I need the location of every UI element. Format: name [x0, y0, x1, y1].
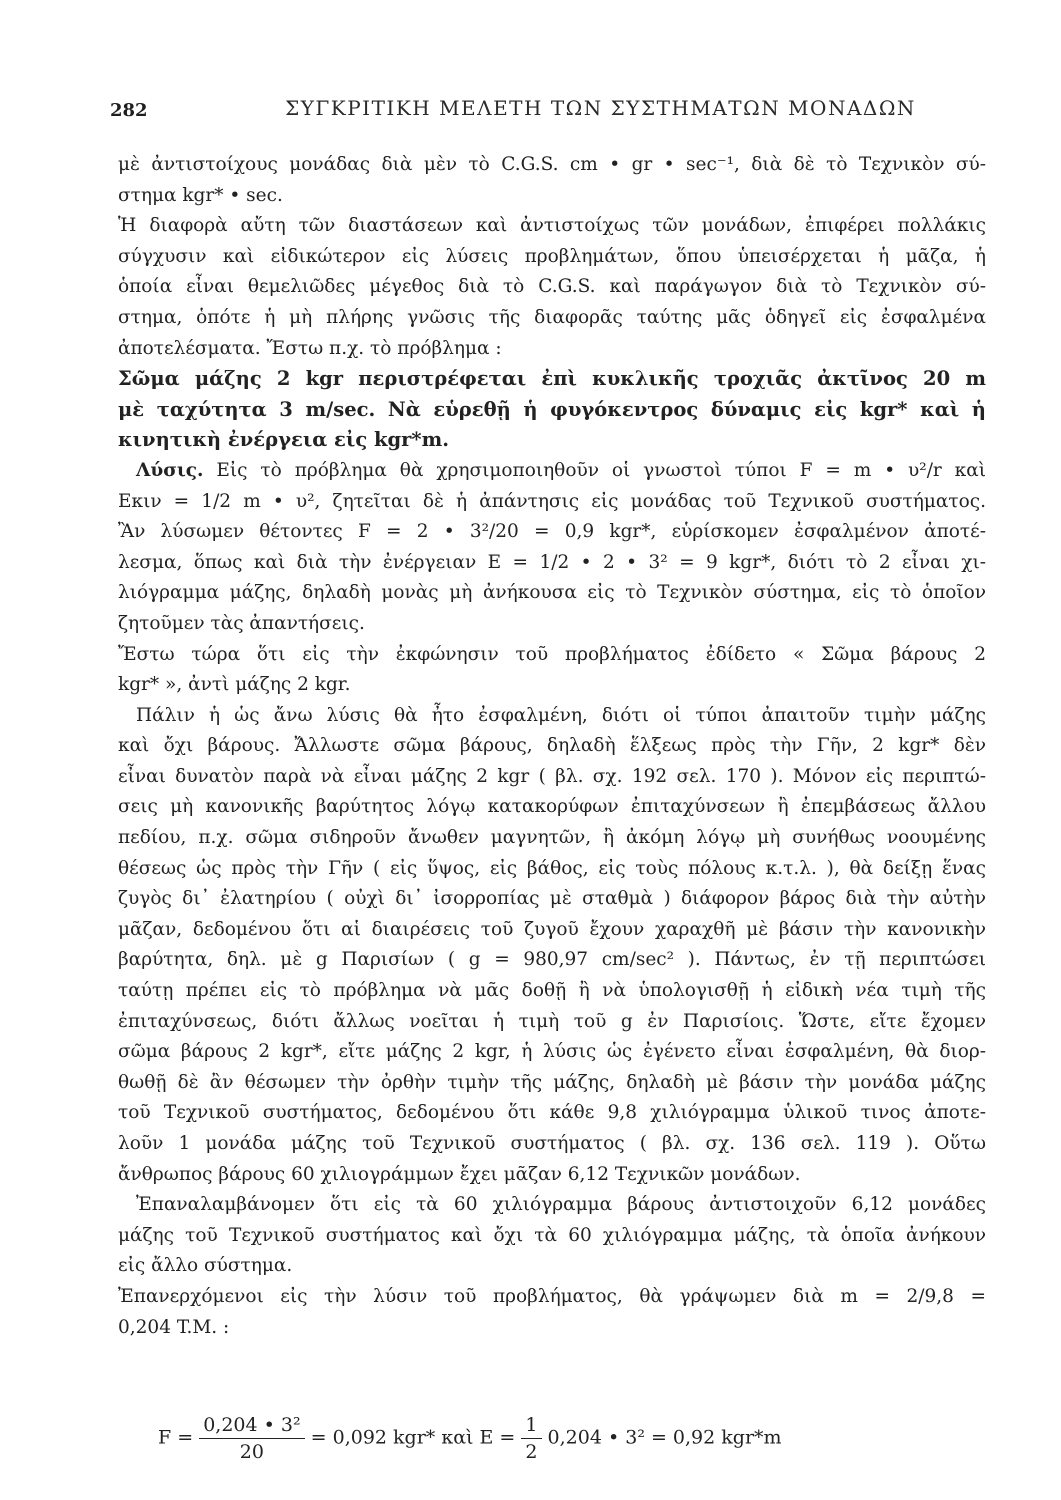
text-line: ὁποία εἶναι θεμελιῶδες μέγεθος διὰ τὸ C.G.S. καὶ παράγωγον διὰ τὸ Τεχνικὸν σύ- [118, 276, 986, 298]
text-line: λιόγραμμα μάζης, δηλαδὴ μονὰς μὴ ἀνήκουσα εἰς τὸ Τεχνικὸν σύστημα, εἰς τὸ ὁποῖον [118, 582, 986, 604]
text-line: θέσεως ὡς πρὸς τὴν Γῆν ( εἰς ὕψος, εἰς βάθος, εἰς τοὺς πόλους κ.τ.λ. ), θὰ δείξῃ ἕνας [118, 857, 986, 879]
solution-line [118, 456, 986, 487]
text-line: σῶμα βάρους 2 kgr*, εἴτε μάζης 2 kgr, ἡ λύσις ὡς ἐγένετο εἶναι ἐσφαλμένη, θὰ διορ- [118, 1041, 986, 1063]
problem-statement-line: Σῶμα μάζης 2 kgr περιστρέφεται ἐπὶ κυκλικῆς τροχιᾶς ἀκτῖνος 20 m [118, 367, 986, 391]
text-line: σύγχυσιν καὶ εἰδικώτερον εἰς λύσεις προβλημάτων, ὅπου ὑπεισέρχεται ἡ μᾶζα, ἡ [118, 245, 986, 267]
text-line: εἰς ἄλλο σύστημα. [118, 1255, 293, 1277]
fraction-denominator: 2 [525, 1441, 538, 1463]
page-header [110, 96, 971, 126]
text-line: ταύτῃ πρέπει εἰς τὸ πρόβλημα νὰ μᾶς δοθῇ ἢ νὰ ὑπολογισθῇ ἡ εἰδικὴ νέα τιμὴ τῆς [118, 980, 986, 1002]
text-line: τοῦ Τεχνικοῦ συστήματος, δεδομένου ὅτι κάθε 9,8 χιλιόγραμμα ὑλικοῦ τινος ἀποτε- [118, 1102, 986, 1124]
text-line: μὲ ἀντιστοίχους μονάδας διὰ μὲν τὸ C.G.S. cm • gr • sec⁻¹, διὰ δὲ τὸ Τεχνικὸν σύ- [118, 154, 986, 175]
running-head: ΣΥΓΚΡΙΤΙΚΗ ΜΕΛΕΤΗ ΤΩΝ ΣΥΣΤΗΜΑΤΩΝ ΜΟΝΑΔΩΝ [285, 96, 916, 120]
fraction-denominator: 20 [239, 1441, 264, 1463]
text-line: λεσμα, ὅπως καὶ διὰ τὴν ἐνέργειαν E = 1/2 • 2 • 3² = 9 kgr*, διότι τὸ 2 εἶναι χι- [118, 551, 986, 573]
problem-statement-line: μὲ ταχύτητα 3 m/sec. Νὰ εὑρεθῇ ἡ φυγόκεντρος δύναμις εἰς kgr* καὶ ἡ [118, 397, 986, 421]
equation-f-result: = 0,092 kgr* καὶ E = [310, 1426, 516, 1449]
text-line: ἄνθρωπος βάρους 60 χιλιογράμμων ἔχει μᾶζαν 6,12 Τεχνικῶν μονάδων. [118, 1163, 801, 1185]
text-line: ἐπιταχύνσεως, διότι ἄλλως νοεῖται ἡ τιμὴ τοῦ g ἐν Παρισίοις. Ὥστε, εἴτε ἔχομεν [118, 1010, 986, 1032]
fraction-half [521, 1412, 541, 1465]
text-line: μάζης τοῦ Τεχνικοῦ συστήματος καὶ ὄχι τὰ 60 χιλιόγραμμα μάζης, τὰ ὁποῖα ἀνήκουν [118, 1224, 986, 1246]
text-line: Ἔστω τώρα ὅτι εἰς τὴν ἐκφώνησιν τοῦ προβλήματος ἐδίδετο « Σῶμα βάρους 2 [118, 643, 986, 665]
text-line: Ἡ διαφορὰ αὔτη τῶν διαστάσεων καὶ ἀντιστοίχως τῶν μονάδων, ἐπιφέρει πολλάκις [118, 215, 986, 237]
text-line: ἀποτελέσματα. Ἔστω π.χ. τὸ πρόβλημα : [118, 337, 502, 359]
equation-f-lhs: F = [158, 1426, 194, 1449]
text-line: θωθῇ δὲ ἂν θέσωμεν τὴν ὀρθὴν τιμὴν τῆς μάζης, δηλαδὴ μὲ βάσιν τὴν μονάδα μάζης [118, 1071, 986, 1093]
body-text [118, 150, 986, 1343]
text-line: εἶναι δυνατὸν παρὰ νὰ εἶναι μάζης 2 kgr ( βλ. σχ. 192 σελ. 170 ). Μόνον εἰς περιπτώ- [118, 765, 986, 787]
text-line: πεδίου, π.χ. σῶμα σιδηροῦν ἄνωθεν μαγνητῶν, ἢ ἀκόμη λόγῳ μὴ συνήθως νοουμένης [118, 827, 986, 849]
text-line: ζητοῦμεν τὰς ἀπαντήσεις. [118, 612, 365, 634]
text-line: Ἐπαναλαμβάνομεν ὅτι εἰς τὰ 60 χιλιόγραμμα βάρους ἀντιστοιχοῦν 6,12 μονάδες [136, 1194, 986, 1216]
solution-text: Εἰς τὸ πρόβλημα θὰ χρησιμοποιηθοῦν οἱ γνωστοὶ τύποι F = m • υ²/r καὶ [216, 459, 986, 481]
text-line: λοῦν 1 μονάδα μάζης τοῦ Τεχνικοῦ συστήματος ( βλ. σχ. 136 σελ. 119 ). Οὕτω [118, 1133, 986, 1154]
text-line: μᾶζαν, δεδομένου ὅτι αἱ διαιρέσεις τοῦ ζυγοῦ ἔχουν χαραχθῆ μὲ βάσιν τὴν κανονικὴν [118, 918, 986, 940]
text-line: βαρύτητα, δηλ. μὲ g Παρισίων ( g = 980,97 cm/sec² ). Πάντως, ἐν τῇ περιπτώσει [118, 949, 986, 971]
text-line: καὶ ὄχι βάρους. Ἄλλωστε σῶμα βάρους, δηλαδὴ ἕλξεως πρὸς τὴν Γῆν, 2 kgr* δὲν [118, 735, 986, 757]
text-line: ζυγὸς δι᾽ ἐλατηρίου ( οὐχὶ δι᾽ ἰσορροπίας μὲ σταθμὰ ) διάφορον βάρος διὰ τὴν αὐτὴν [118, 888, 986, 910]
text-line: στημα, ὁπότε ἡ μὴ πλήρης γνῶσις τῆς διαφορᾶς ταύτης μᾶς ὁδηγεῖ εἰς ἐσφαλμένα [118, 306, 986, 328]
equation-e-result: 0,204 • 3² = 0,92 kgr*m [547, 1426, 782, 1449]
text-line: 0,204 T.M. : [118, 1316, 230, 1338]
text-line: Πάλιν ἡ ὡς ἄνω λύσις θὰ ἦτο ἐσφαλμένη, διότι οἱ τύποι ἀπαιτοῦν τιμὴν μάζης [136, 704, 986, 726]
page-number: 282 [110, 100, 148, 121]
fraction-numerator: 1 [521, 1412, 541, 1439]
text-line: Ἂν λύσωμεν θέτοντες F = 2 • 3²/20 = 0,9 kgr*, εὑρίσκομεν ἐσφαλμένον ἀποτέ- [118, 521, 986, 543]
text-line: kgr* », ἀντὶ μάζης 2 kgr. [118, 674, 351, 696]
fraction-numerator: 0,204 • 3² [199, 1412, 304, 1439]
fraction-f [199, 1412, 304, 1465]
problem-statement-line: κινητικὴ ἐνέργεια εἰς kgr*m. [118, 428, 450, 452]
text-line: Eκιν = 1/2 m • υ², ζητεῖται δὲ ἡ ἀπάντησις εἰς μονάδας τοῦ Τεχνικοῦ συστήματος. [118, 490, 986, 512]
equation-block [158, 1412, 958, 1472]
text-line: στημα kgr* • sec. [118, 184, 283, 206]
text-line: σεις μὴ κανονικῆς βαρύτητος λόγῳ κατακορύφων ἐπιταχύνσεων ἢ ἐπεμβάσεως ἄλλου [118, 796, 986, 818]
solution-label: Λύσις. [136, 459, 204, 481]
text-line: Ἐπανερχόμενοι εἰς τὴν λύσιν τοῦ προβλήματος, θὰ γράψωμεν διὰ m = 2/9,8 = [118, 1285, 986, 1307]
